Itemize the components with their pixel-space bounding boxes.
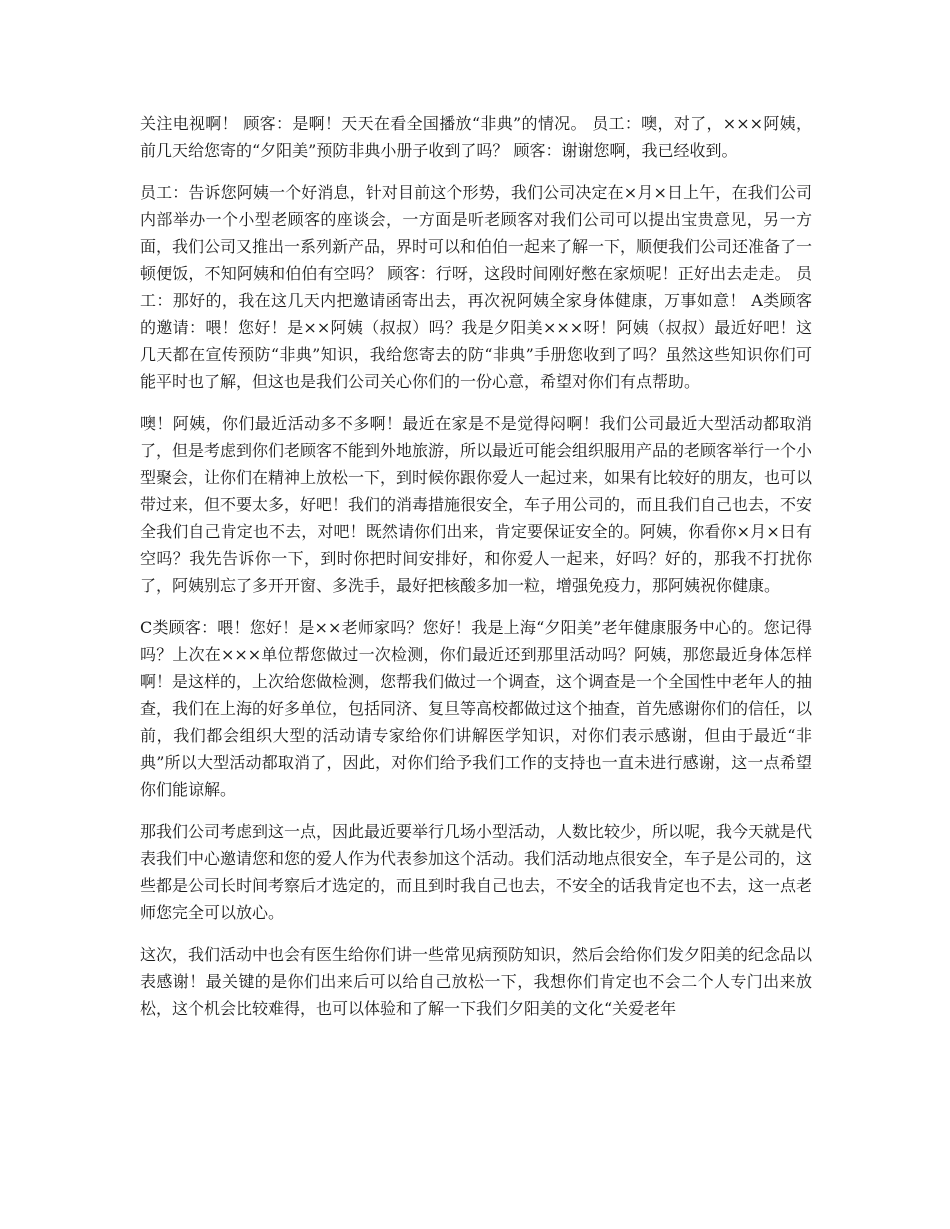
paragraph-1: 关注电视啊！ 顾客：是啊！天天在看全国播放“非典”的情况。 员工：噢，对了，×××阿姨，前几天给您寄的“夕阳美”预防非典小册子收到了吗？ 顾客：谢谢您啊，我已经收到。: [140, 114, 812, 160]
paragraph-4: C类顾客：喂！您好！是××老师家吗？您好！我是上海“夕阳美”老年健康服务中心的。您记得吗？上次在×××单位帮您做过一次检测，你们最近还到那里活动吗？阿姨，那您最近身体怎样啊！是这样的，上次给您做检测，您帮我们做过一个调查，这个调查是一个全国性中老年人的抽查，我们在上海的好多单位，包括同济、复旦等高校都做过这个抽查，首先感谢你们的信任，以前，我们都会组织大型的活动请专家给你们讲解医学知识，对你们表示感谢，但由于最近“非典”所以大型活动都取消了，因此，对你们给予我们工作的支持也一直未进行感谢，这一点希望你们能谅解。: [140, 618, 813, 799]
paragraph-3: 噢！阿姨，你们最近活动多不多啊！最近在家是不是觉得闷啊！我们公司最近大型活动都取消了，但是考虑到你们老顾客不能到外地旅游，所以最近可能会组织服用产品的老顾客举行一个小型聚会，让你们在精神上放松一下，到时候你跟你爱人一起过来，如果有比较好的朋友，也可以带过来，但不要太多，好吧！我们的消毒措施很安全，车子用公司的，而且我们自己也去，不安全我们自己肯定也不去，对吧！既然请你们出来，肯定要保证安全的。阿姨，你看你×月×日有空吗？我先告诉你一下，到时你把时间安排好，和你爱人一起来，好吗？好的，那我不打扰你了，阿姨别忘了多开开窗、多洗手，最好把核酸多加一粒，增强免疫力，那阿姨祝你健康。: [140, 414, 813, 595]
document-page: [140, 110, 812, 1037]
paragraph-5: 那我们公司考虑到这一点，因此最近要举行几场小型活动，人数比较少，所以呢，我今天就是代表我们中心邀请您和您的爱人作为代表参加这个活动。我们活动地点很安全，车子是公司的，这些都是公司长时间考察后才选定的，而且到时我自己也去，不安全的话我肯定也不去，这一点老师您完全可以放心。: [140, 822, 813, 922]
paragraph-2: 员工：告诉您阿姨一个好消息，针对目前这个形势，我们公司决定在×月×日上午，在我们公司内部举办一个小型老顾客的座谈会，一方面是听老顾客对我们公司可以提出宝贵意见，另一方面，我们公司又推出一系列新产品，界时可以和伯伯一起来了解一下，顺便我们公司还准备了一顿便饭，不知阿姨和伯伯有空吗？ 顾客：行呀，这段时间刚好憋在家烦呢！正好出去走走。 员工：那好的，我在这几天内把邀请函寄出去，再次祝阿姨全家身体健康，万事如意！ A类顾客的邀请：喂！您好！是××阿姨（叔叔）吗？我是夕阳美×××呀！阿姨（叔叔）最近好吧！这几天都在宣传预防“非典”知识，我给您寄去的防“非典”手册您收到了吗？虽然这些知识你们可能平时也了解，但这也是我们公司关心你们的一份心意，希望对你们有点帮助。: [140, 183, 813, 391]
paragraph-6: 这次，我们活动中也会有医生给你们讲一些常见病预防知识，然后会给你们发夕阳美的纪念品以表感谢！最关键的是你们出来后可以给自己放松一下，我想你们肯定也不会二个人专门出来放松，这个机会比较难得，也可以体验和了解一下我们夕阳美的文化“关爱老年: [140, 945, 813, 1018]
